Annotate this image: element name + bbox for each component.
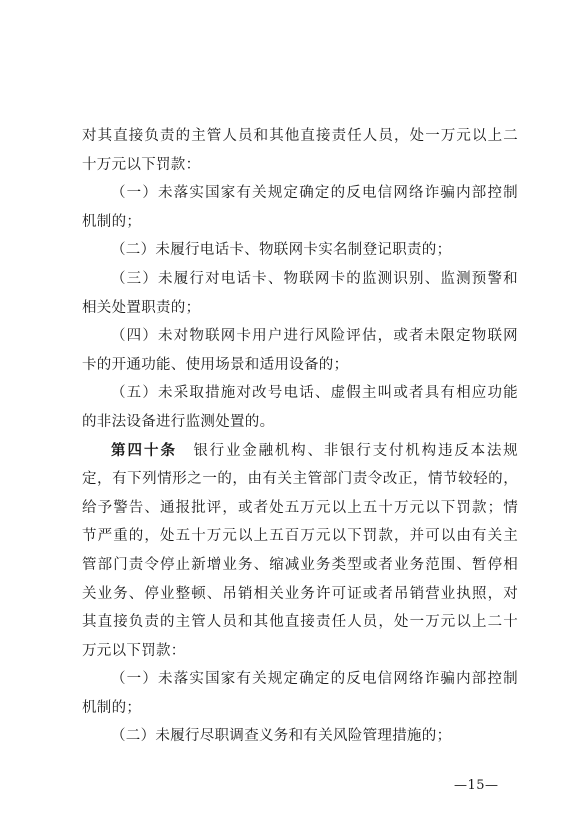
line-text: （一）未落实国家有关规定确定的反电信网络诈骗内部控制 [111,671,518,688]
text-line [82,265,518,294]
text-line [82,351,518,380]
text-line [82,236,518,265]
line-text: （三）未履行对电话卡、物联网卡的监测识别、监测预警和 [111,270,518,287]
text-line [82,122,518,151]
line-text: 万元以下罚款： [82,642,186,659]
text-line [82,465,518,494]
text-line [82,408,518,437]
text-line [82,608,518,637]
text-line [82,179,518,208]
line-text: （二）未履行电话卡、物联网卡实名制登记职责的； [111,242,452,259]
line-text: 给予警告、通报批评，或者处五万元以上五十万元以下罚款；情 [82,499,518,516]
line-text: 十万元以下罚款： [82,156,201,173]
line-text: 的非法设备进行监测处置的。 [82,413,275,430]
line-text: （一）未落实国家有关规定确定的反电信网络诈骗内部控制 [111,185,518,202]
text-line [82,665,518,694]
line-text: 机制的； [82,213,142,230]
line-text: 管部门责令停止新增业务、缩减业务类型或者业务范围、暂停相 [82,556,518,573]
line-text: 其直接负责的主管人员和其他直接责任人员，处一万元以上二十 [82,614,518,631]
text-line [82,522,518,551]
text-line [82,551,518,580]
line-text: （四）未对物联网卡用户进行风险评估，或者未限定物联网 [111,328,518,345]
text-line [82,208,518,237]
document-body [82,122,518,751]
article-heading-line [82,437,518,466]
text-line [82,494,518,523]
line-text: 定，有下列情形之一的，由有关主管部门责令改正，情节较轻的， [82,471,518,488]
line-text: 对其直接负责的主管人员和其他直接责任人员，处一万元以上二 [82,128,518,144]
text-line [82,294,518,323]
line-text: 节严重的，处五十万元以上五百万元以下罚款，并可以由有关主 [82,528,518,545]
text-line [82,580,518,609]
page-number: —15— [454,778,499,793]
text-line [82,322,518,351]
line-text: 卡的开通功能、使用场景和适用设备的； [82,356,349,373]
line-text: 相关处置职责的； [82,299,201,316]
line-text: （五）未采取措施对改号电话、虚假主叫或者具有相应功能 [111,385,518,402]
text-line [82,151,518,180]
line-text: （二）未履行尽职调查义务和有关风险管理措施的； [111,728,452,745]
line-text: 机制的； [82,699,142,716]
text-line [82,637,518,666]
line-text: 关业务、停业整顿、吊销相关业务许可证或者吊销营业执照，对 [82,585,518,602]
text-line [82,722,518,751]
text-line [82,379,518,408]
article-title: 第四十条 [111,442,178,459]
text-line [82,694,518,723]
line-text: 银行业金融机构、非银行支付机构违反本法规 [177,442,518,459]
